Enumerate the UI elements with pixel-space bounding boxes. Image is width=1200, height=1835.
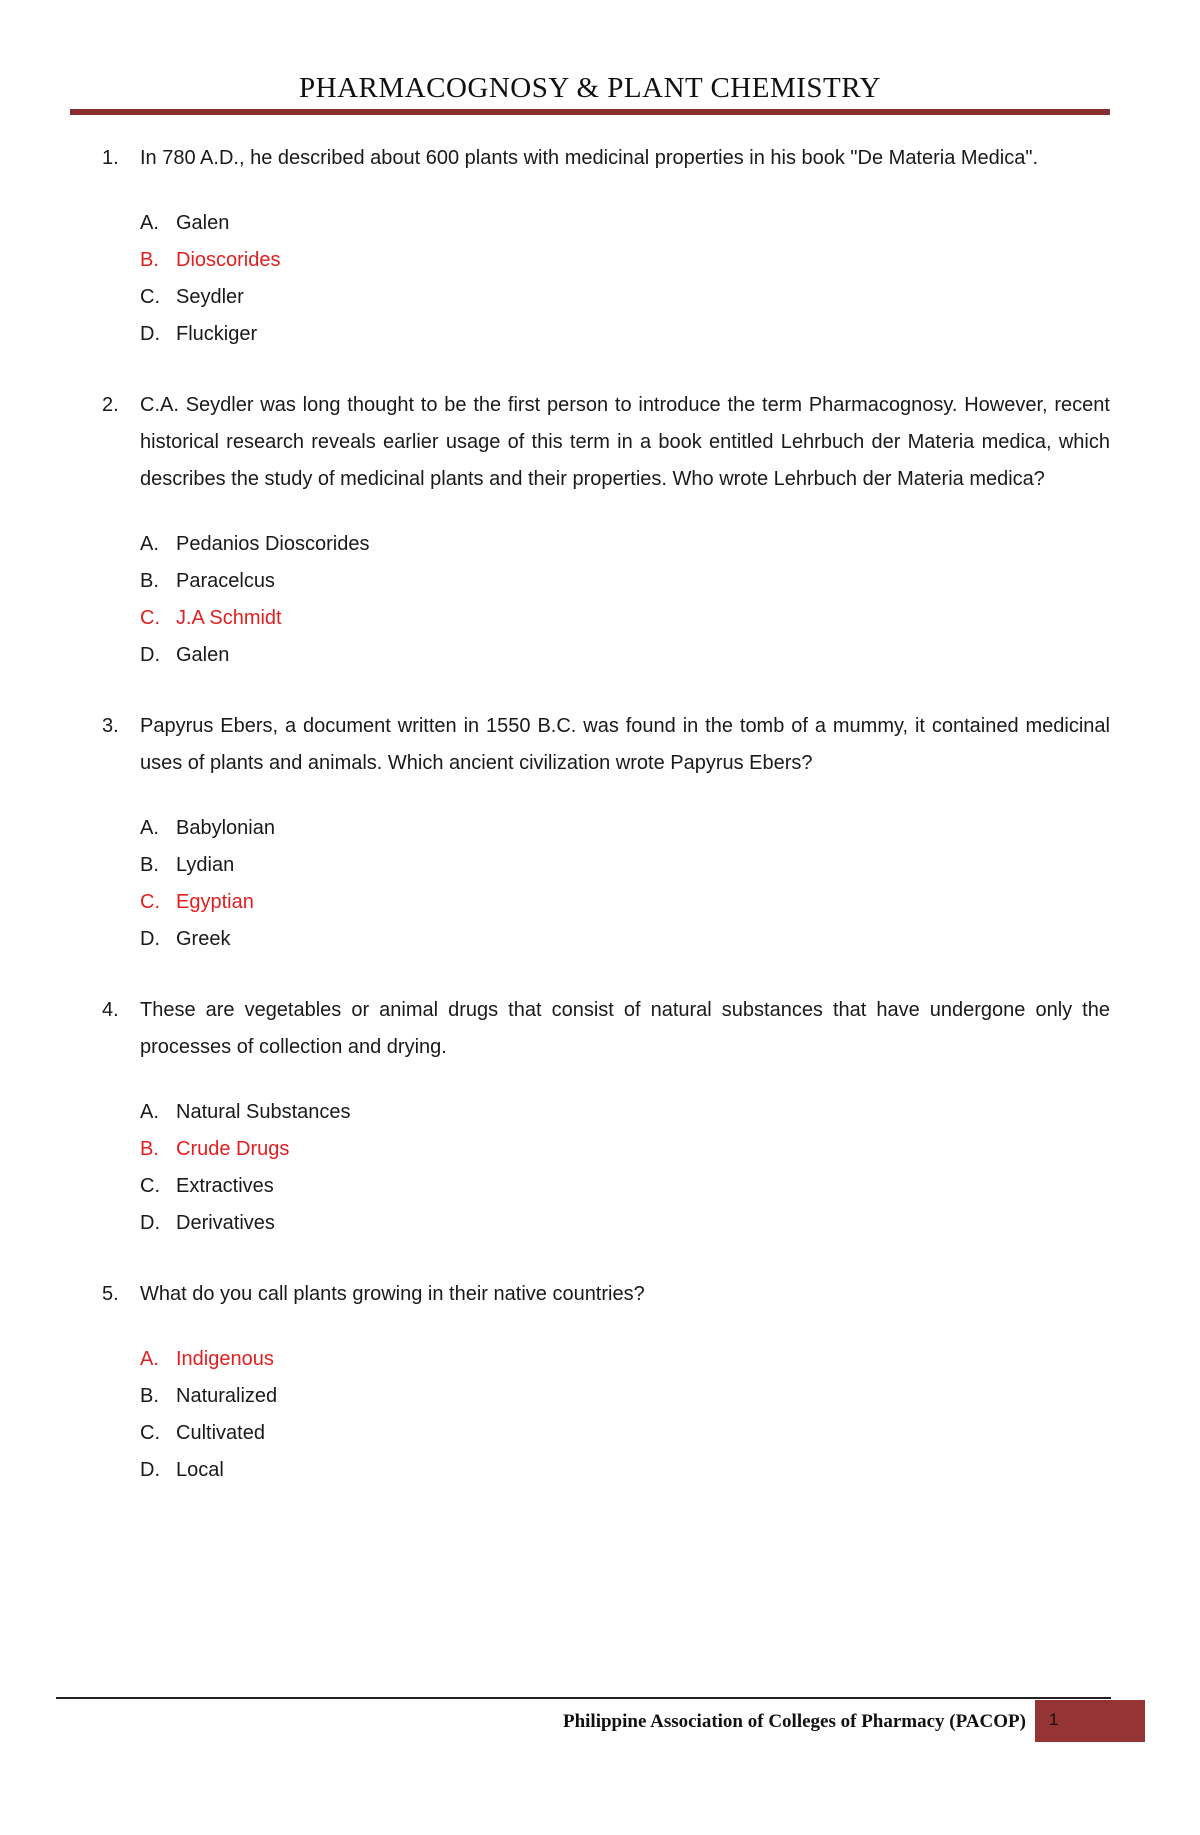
option-text: Naturalized [176, 1385, 278, 1407]
option-letter: A. [140, 817, 159, 839]
question-item [102, 992, 1110, 1242]
question-text: What do you call plants growing in their native countries? [140, 1283, 645, 1305]
answer-option [140, 1168, 1110, 1205]
option-text: Fluckiger [176, 323, 258, 345]
option-text: Derivatives [176, 1212, 275, 1234]
option-text: Galen [176, 644, 230, 666]
answer-option [140, 637, 1110, 674]
answer-options [140, 1094, 1110, 1242]
option-letter: B. [140, 570, 159, 592]
option-letter: C. [140, 607, 160, 629]
answer-options [140, 205, 1110, 353]
option-letter: B. [140, 249, 159, 271]
option-text: Extractives [176, 1175, 274, 1197]
correct-answer-option [140, 1131, 1110, 1168]
question-text: Papyrus Ebers, a document written in 1550 B.C. was found in the tomb of a mummy, it contained medicinal uses of plants and animals. Which ancient civilization wrote Papyrus Ebers? [140, 715, 1110, 774]
option-letter: B. [140, 1138, 159, 1160]
answer-option [140, 279, 1110, 316]
option-letter: D. [140, 928, 160, 950]
footer-organization: Philippine Association of Colleges of Pharmacy (PACOP) [562, 1711, 1026, 1732]
option-text: Paracelcus [176, 570, 275, 592]
page-number: 1 [1049, 1710, 1059, 1729]
answer-option [140, 1205, 1110, 1242]
option-text: Crude Drugs [176, 1138, 290, 1160]
option-text: J.A Schmidt [176, 607, 282, 629]
option-letter: A. [140, 533, 159, 555]
answer-option [140, 921, 1110, 958]
question-text: C.A. Seydler was long thought to be the first person to introduce the term Pharmacognosy. However, recent historical research reveals earlier usage of this term in a book entitled Lehrbuch der Materia medica, which describes the study of medicinal plants and their properties. Who wrote Lehrbuch der Materia medica? [140, 394, 1110, 490]
question-number: 2. [102, 394, 119, 416]
option-letter: C. [140, 1175, 160, 1197]
answer-option [140, 1094, 1110, 1131]
option-text: Seydler [176, 286, 244, 308]
question-list [102, 140, 1110, 1523]
document-title: PHARMACOGNOSY & PLANT CHEMISTRY [299, 72, 881, 104]
option-text: Babylonian [176, 817, 275, 839]
question-row [102, 708, 1110, 782]
correct-answer-option [140, 242, 1110, 279]
answer-option [140, 316, 1110, 353]
correct-answer-option [140, 884, 1110, 921]
answer-options [140, 1341, 1110, 1489]
option-letter: B. [140, 1385, 159, 1407]
header-divider [70, 109, 1110, 115]
option-text: Greek [176, 928, 231, 950]
answer-options [140, 526, 1110, 674]
question-item [102, 1276, 1110, 1489]
answer-option [140, 810, 1110, 847]
correct-answer-option [140, 1341, 1110, 1378]
answer-option [140, 847, 1110, 884]
footer-divider [56, 1697, 1111, 1699]
option-letter: D. [140, 323, 160, 345]
option-letter: C. [140, 1422, 160, 1444]
option-letter: D. [140, 1212, 160, 1234]
page-header [70, 70, 1110, 106]
option-letter: A. [140, 1348, 159, 1370]
option-letter: C. [140, 891, 160, 913]
question-row [102, 140, 1110, 177]
question-row [102, 387, 1110, 498]
option-letter: A. [140, 1101, 159, 1123]
option-text: Dioscorides [176, 249, 281, 271]
answer-option [140, 205, 1110, 242]
question-number: 4. [102, 999, 119, 1021]
answer-option [140, 563, 1110, 600]
answer-option [140, 1378, 1110, 1415]
option-text: Local [176, 1459, 224, 1481]
question-row [102, 1276, 1110, 1313]
question-number: 1. [102, 147, 119, 169]
option-letter: A. [140, 212, 159, 234]
question-item [102, 708, 1110, 958]
answer-options [140, 810, 1110, 958]
correct-answer-option [140, 600, 1110, 637]
question-row [102, 992, 1110, 1066]
option-letter: D. [140, 644, 160, 666]
option-letter: C. [140, 286, 160, 308]
option-text: Pedanios Dioscorides [176, 533, 370, 555]
option-text: Lydian [176, 854, 235, 876]
option-text: Egyptian [176, 891, 254, 913]
option-text: Natural Substances [176, 1101, 351, 1123]
question-text: In 780 A.D., he described about 600 plants with medicinal properties in his book "De Materia Medica". [140, 147, 1039, 169]
option-letter: D. [140, 1459, 160, 1481]
option-text: Galen [176, 212, 230, 234]
answer-option [140, 1415, 1110, 1452]
question-text: These are vegetables or animal drugs that consist of natural substances that have undergone only the processes of collection and drying. [140, 999, 1110, 1058]
question-item [102, 387, 1110, 674]
question-item [102, 140, 1110, 353]
option-text: Cultivated [176, 1422, 265, 1444]
answer-option [140, 1452, 1110, 1489]
question-number: 3. [102, 715, 119, 737]
option-letter: B. [140, 854, 159, 876]
option-text: Indigenous [176, 1348, 274, 1370]
question-number: 5. [102, 1283, 119, 1305]
page-number-box [1035, 1700, 1145, 1742]
answer-option [140, 526, 1110, 563]
